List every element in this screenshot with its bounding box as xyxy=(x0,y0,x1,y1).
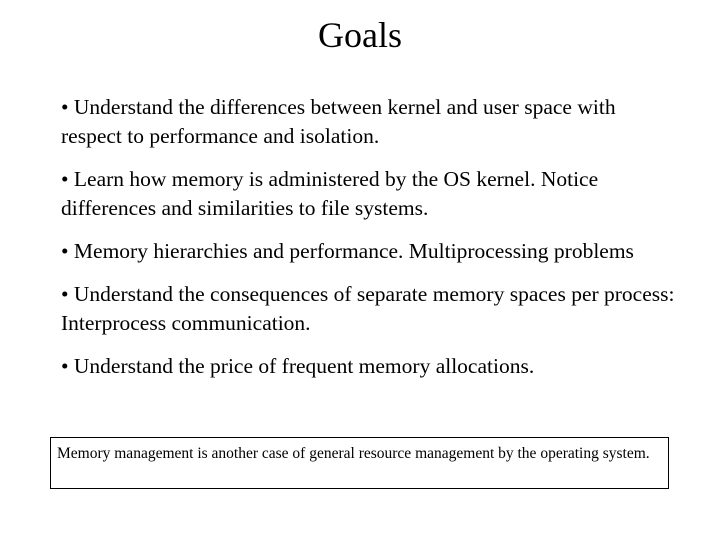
bullet-item-1 xyxy=(61,93,681,151)
bullet-text: Memory hierarchies and performance. Multiprocessing problems xyxy=(73,239,634,263)
bullet-marker: • xyxy=(61,167,69,191)
bullet-marker: • xyxy=(61,354,69,378)
bullet-marker: • xyxy=(61,239,69,263)
bullet-item-2 xyxy=(61,165,681,223)
bullet-text: Understand the price of frequent memory allocations. xyxy=(73,354,535,378)
bullet-list xyxy=(61,93,681,395)
bullet-marker: • xyxy=(61,95,69,119)
bullet-item-3 xyxy=(61,237,681,266)
bullet-text: Learn how memory is administered by the OS kernel. Notice differences and similarities to file systems. xyxy=(61,167,599,220)
bullet-item-4 xyxy=(61,280,681,338)
note-box: Memory management is another case of general resource management by the operating system. xyxy=(50,437,669,489)
slide-title: Goals xyxy=(318,15,402,55)
bullet-item-5 xyxy=(61,352,681,381)
bullet-marker: • xyxy=(61,282,69,306)
bullet-text: Understand the consequences of separate memory spaces per process: Interprocess communication. xyxy=(61,282,675,335)
bullet-text: Understand the differences between kernel and user space with respect to performance and isolation. xyxy=(61,95,616,148)
